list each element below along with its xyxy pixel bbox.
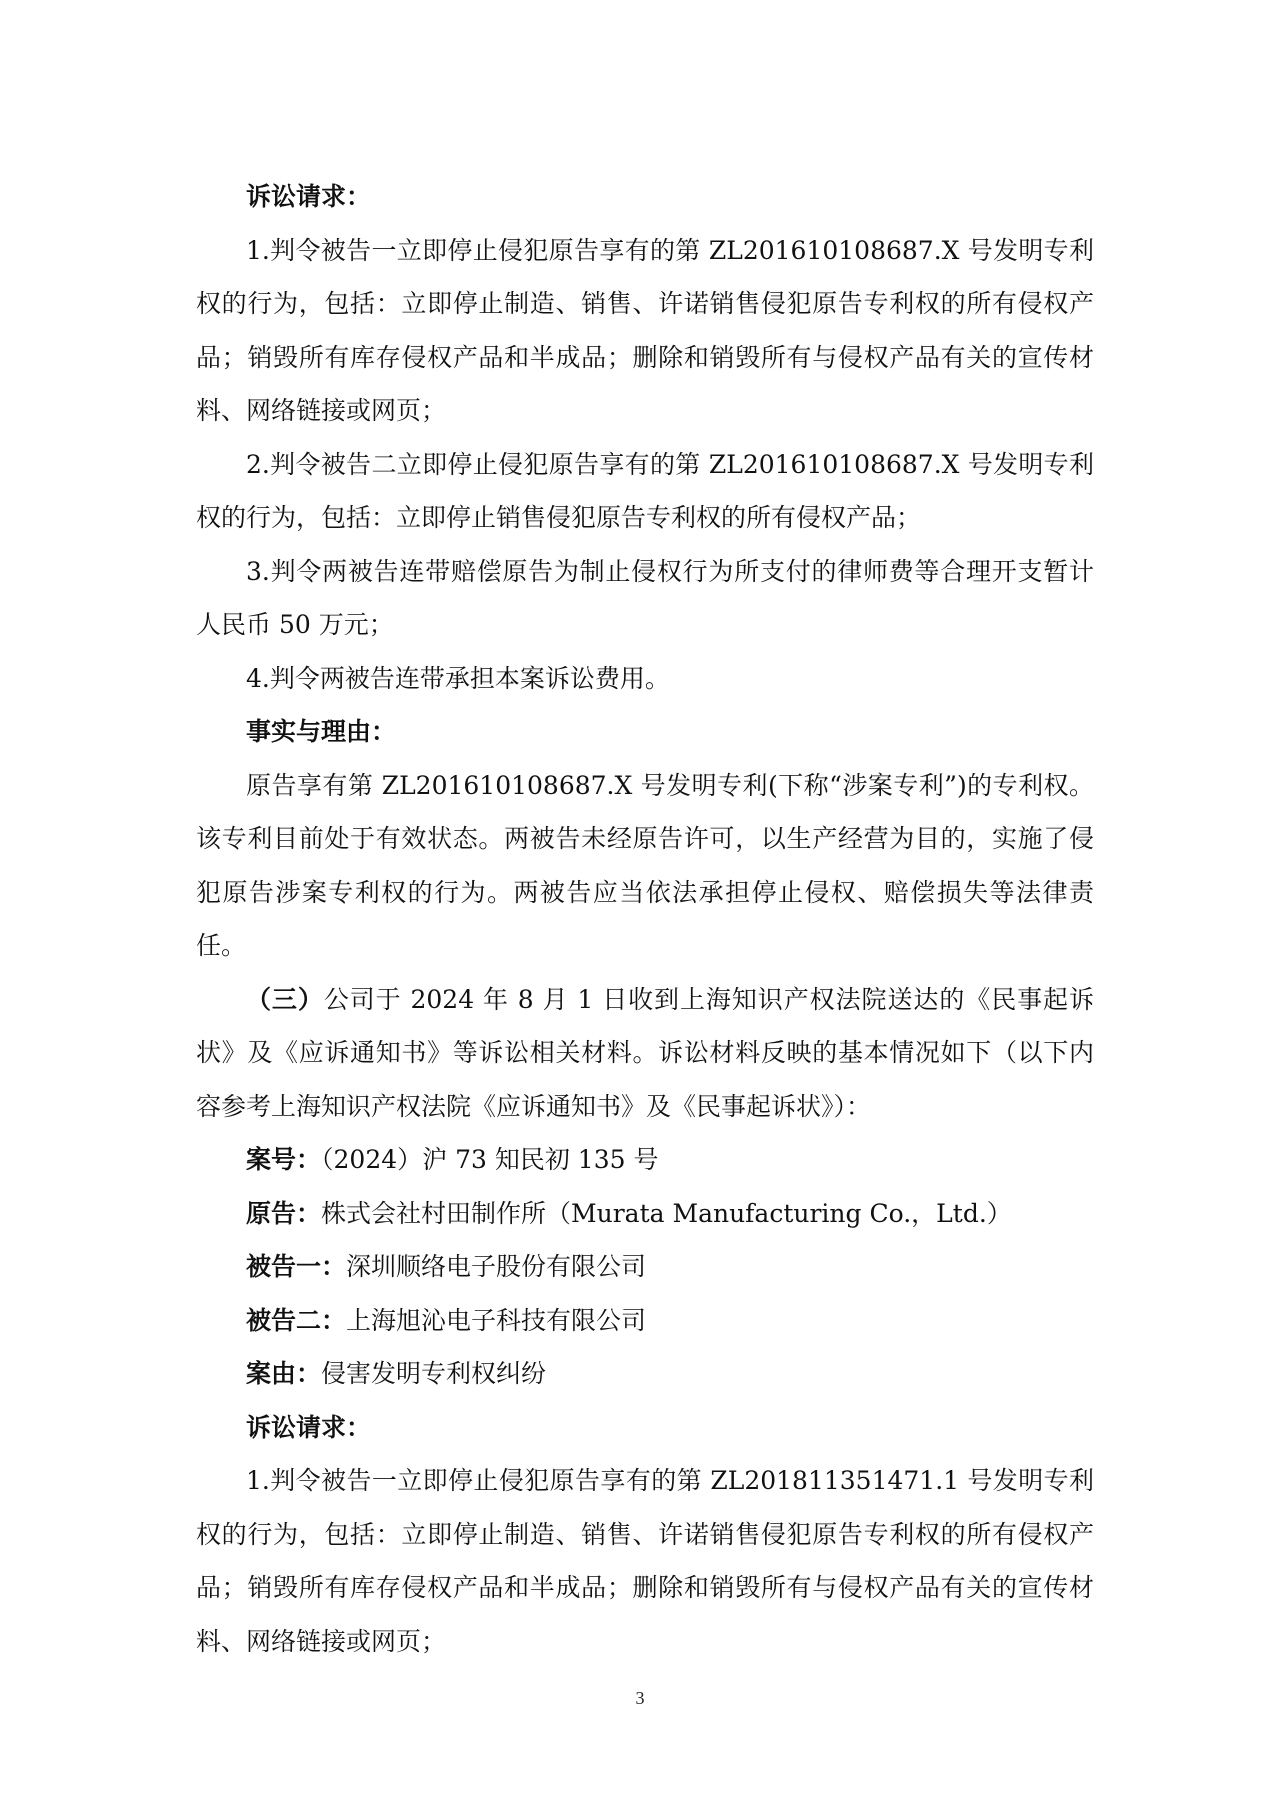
facts-heading: 事实与理由： — [246, 717, 397, 746]
section-3-intro — [196, 973, 1094, 1134]
plaintiff-label: 原告： — [246, 1198, 322, 1228]
cause-line — [196, 1347, 1094, 1401]
defendant-1-label: 被告一： — [246, 1252, 347, 1281]
claim-2-1: 1.判令被告一立即停止侵犯原告享有的第 ZL201811351471.1 号发明专利权的行为，包括：立即停止制造、销售、许诺销售侵犯原告专利权的所有侵权产品；销毁所有库存侵权产品和半成品；删除和销毁所有与侵权产品有关的宣传材料、网络链接或网页； — [196, 1466, 1094, 1656]
claim-1-2: 2.判令被告二立即停止侵犯原告享有的第 ZL201610108687.X 号发明专利权的行为，包括：立即停止销售侵犯原告专利权的所有侵权产品； — [196, 449, 1094, 532]
document-body — [196, 170, 1094, 1668]
section-3-text: 公司于 2024 年 8 月 1 日收到上海知识产权法院送达的《民事起诉状》及《应诉通知书》等诉讼相关材料。诉讼材料反映的基本情况如下（以下内容参考上海知识产权法院《应诉通知书》及《民事起诉状》）： — [196, 984, 1094, 1121]
facts-text: 原告享有第 ZL201610108687.X 号发明专利(下称“涉案专利”)的专利权。该专利目前处于有效状态。两被告未经原告许可，以生产经营为目的，实施了侵犯原告涉案专利权的行为。两被告应当依法承担停止侵权、赔偿损失等法律责任。 — [196, 770, 1094, 960]
defendant-1-value: 深圳顺络电子股份有限公司 — [346, 1252, 647, 1281]
claims-heading-2: 诉讼请求： — [246, 1412, 372, 1442]
cause-label: 案由： — [246, 1359, 322, 1388]
cause-value: 侵害发明专利权纠纷 — [321, 1359, 547, 1388]
defendant-2-label: 被告二： — [246, 1305, 347, 1335]
claims-heading-1: 诉讼请求： — [246, 182, 372, 211]
defendant-1-line — [196, 1240, 1094, 1294]
case-number-value: （2024）沪 73 知民初 135 号 — [321, 1145, 659, 1174]
defendant-2-line — [196, 1294, 1094, 1348]
plaintiff-value: 株式会社村田制作所（Murata Manufacturing Co.，Ltd.） — [321, 1198, 1012, 1228]
page-number: 3 — [635, 1688, 645, 1708]
plaintiff-line — [196, 1187, 1094, 1241]
defendant-2-value: 上海旭沁电子科技有限公司 — [346, 1305, 647, 1335]
case-number-label: 案号： — [246, 1145, 322, 1174]
case-number-line — [196, 1133, 1094, 1187]
claim-1-3: 3.判令两被告连带赔偿原告为制止侵权行为所支付的律师费等合理开支暂计人民币 50 万元； — [196, 556, 1094, 639]
section-3-label: （三） — [246, 984, 324, 1014]
claim-1-4: 4.判令两被告连带承担本案诉讼费用。 — [246, 663, 670, 693]
claim-1-1: 1.判令被告一立即停止侵犯原告享有的第 ZL201610108687.X 号发明专利权的行为，包括：立即停止制造、销售、许诺销售侵犯原告专利权的所有侵权产品；销毁所有库存侵权产品和半成品；删除和销毁所有与侵权产品有关的宣传材料、网络链接或网页； — [196, 235, 1094, 425]
